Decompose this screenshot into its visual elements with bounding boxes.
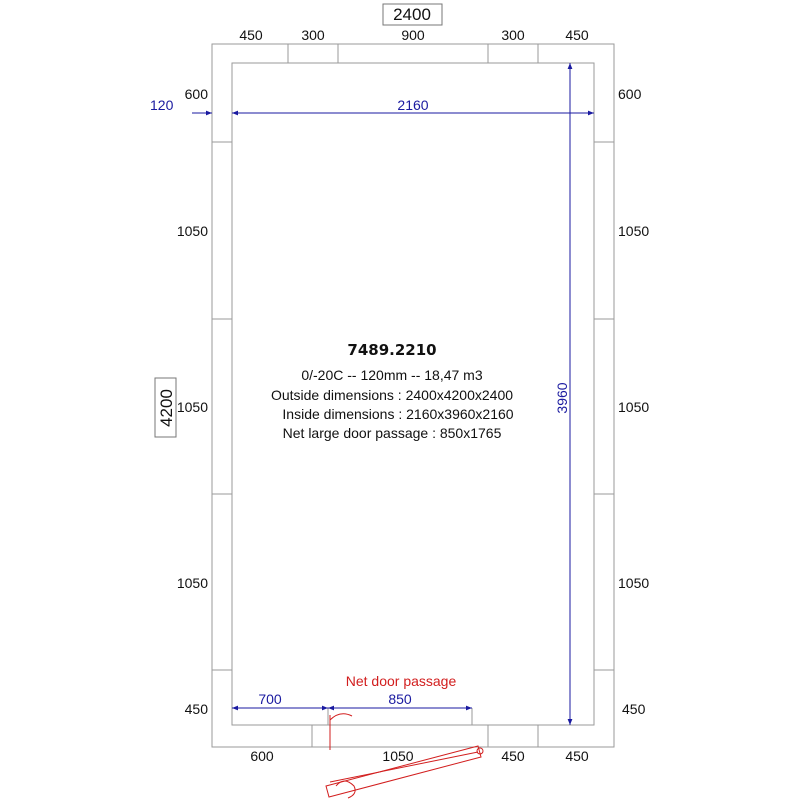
spec-line-4: Net large door passage : 850x1765	[282, 425, 502, 441]
right-panel-label: 450	[622, 701, 646, 717]
left-panel-label: 1050	[176, 223, 208, 239]
left-panel-label: 450	[184, 701, 208, 717]
right-panel-label: 1050	[618, 399, 650, 415]
door-frame	[328, 708, 472, 725]
overall-width-label: 2400	[393, 5, 431, 24]
model-code: 7489.2210	[347, 341, 437, 359]
spec-line-3: Inside dimensions : 2160x3960x2160	[282, 406, 514, 422]
right-panel-label: 1050	[618, 575, 650, 591]
inside-width-label: 2160	[397, 97, 429, 113]
right-panel-label: 600	[618, 86, 642, 102]
left-panel-joints	[212, 142, 232, 670]
inside-length-label: 3960	[554, 382, 570, 414]
top-panel-label: 450	[239, 27, 263, 43]
right-panel-label: 1050	[618, 223, 650, 239]
door-width-label: 850	[388, 691, 412, 707]
door-offset-label: 700	[258, 691, 282, 707]
bottom-panel-label: 450	[565, 748, 589, 764]
left-panel-label: 600	[184, 86, 208, 102]
top-panel-joints	[288, 44, 538, 63]
door-passage-label: Net door passage	[345, 673, 457, 689]
bottom-panel-label: 450	[501, 748, 525, 764]
bottom-panel-label: 600	[250, 748, 274, 764]
spec-line-2: Outside dimensions : 2400x4200x2400	[270, 387, 514, 403]
top-panel-label: 900	[401, 27, 425, 43]
top-panel-label: 450	[565, 27, 589, 43]
bottom-panel-label: 1050	[382, 748, 414, 764]
left-panel-label: 1050	[176, 399, 208, 415]
overall-length-label: 4200	[157, 389, 176, 427]
spec-line-1: 0/-20C -- 120mm -- 18,47 m3	[301, 367, 483, 383]
top-panel-label: 300	[501, 27, 525, 43]
left-panel-label: 1050	[176, 575, 208, 591]
bottom-panel-joints	[312, 725, 538, 747]
wall-thickness-label: 120	[150, 97, 174, 113]
top-panel-label: 300	[301, 27, 325, 43]
right-panel-joints	[594, 142, 614, 670]
